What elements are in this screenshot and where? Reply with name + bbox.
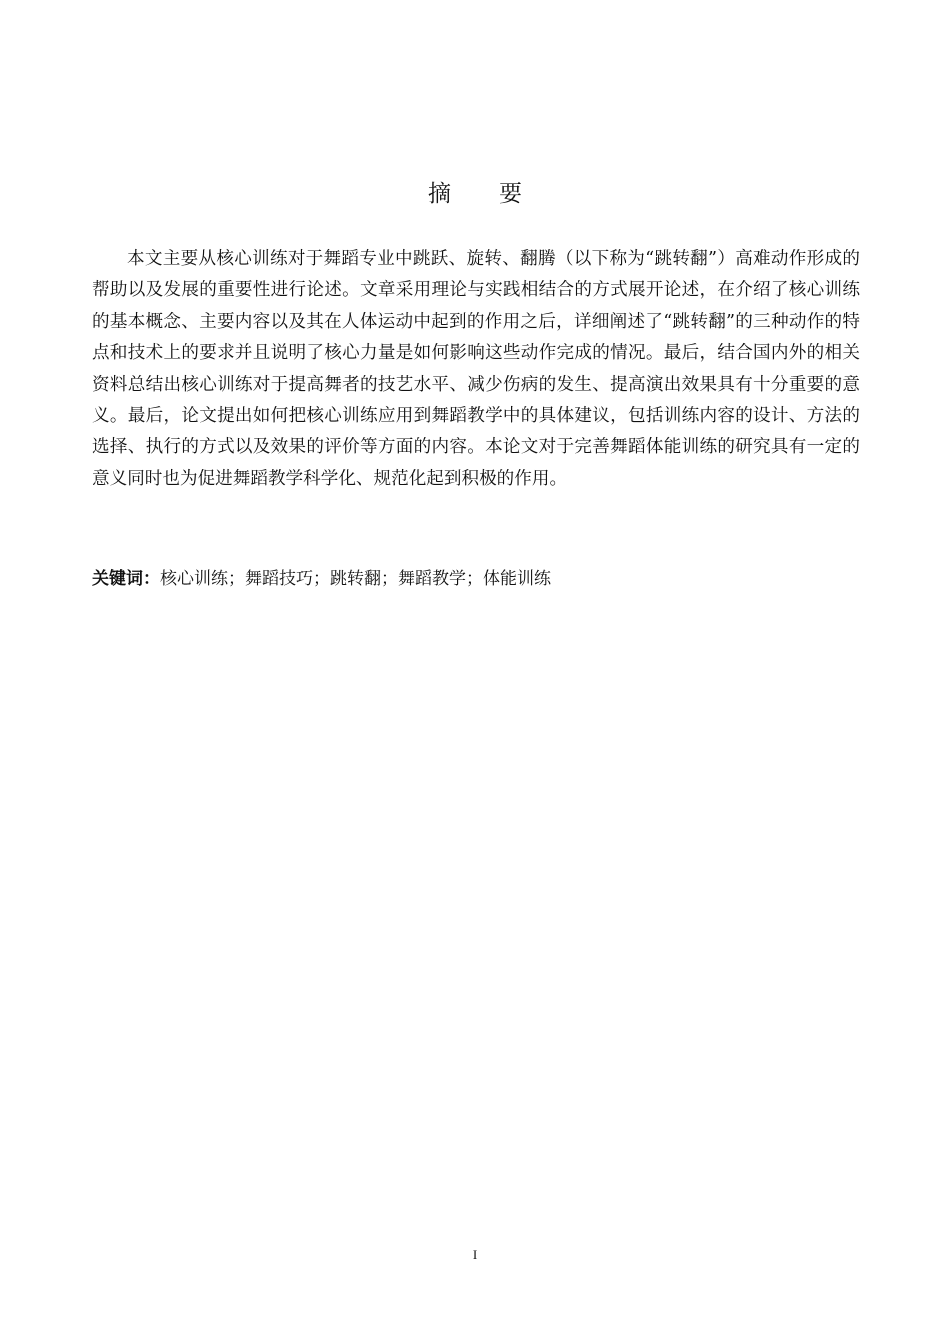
- keywords-text: 核心训练；舞蹈技巧；跳转翻；舞蹈教学；体能训练: [160, 569, 551, 589]
- abstract-paragraph: 本文主要从核心训练对于舞蹈专业中跳跃、旋转、翻腾（以下称为“跳转翻”）高难动作形成的帮助以及发展的重要性进行论述。文章采用理论与实践相结合的方式展开论述，在介绍了核心训练的基本概念、主要内容以及其在人体运动中起到的作用之后，详细阐述了“跳转翻”的三种动作的特点和技术上的要求并且说明了核心力量是如何影响这些动作完成的情况。最后，结合国内外的相关资料总结出核心训练对于提高舞者的技艺水平、减少伤病的发生、提高演出效果具有十分重要的意义。最后，论文提出如何把核心训练应用到舞蹈教学中的具体建议，包括训练内容的设计、方法的选择、执行的方式以及效果的评价等方面的内容。本论文对于完善舞蹈体能训练的研究具有一定的意义同时也为促进舞蹈教学科学化、规范化起到积极的作用。: [92, 249, 860, 489]
- title-char-1: 摘: [428, 181, 451, 207]
- page-title: [0, 176, 950, 212]
- keywords-line: [92, 564, 860, 594]
- page-number: I: [472, 1247, 478, 1262]
- title-char-2: 要: [499, 181, 522, 207]
- keywords-label: 关键词：: [92, 569, 160, 589]
